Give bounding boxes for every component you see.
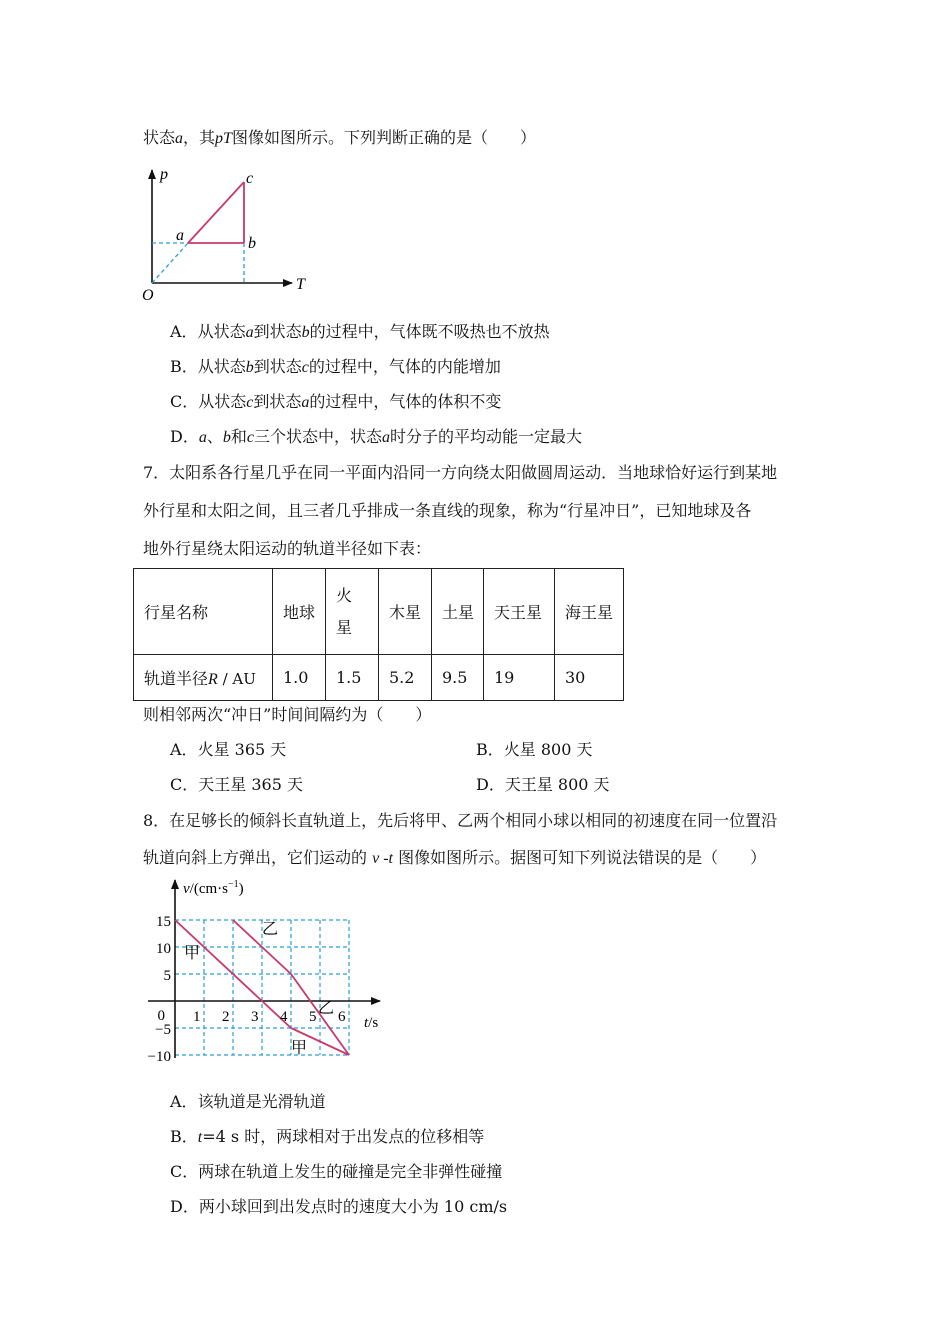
q8-option-d[interactable]: D．两小球回到出发点时的速度大小为 10 cm/s bbox=[170, 1197, 508, 1216]
q8-xtick-label: 6 bbox=[338, 1009, 346, 1025]
q8-label-yi-bottom: 乙 bbox=[318, 1000, 335, 1017]
q8-xlabel: t/s bbox=[364, 1015, 379, 1031]
q7-stem-line2: 外行星和太阳之间，且三者几乎排成一条直线的现象，称为“行星冲日”，已知地球及各 bbox=[143, 501, 752, 520]
q8-ytick-label: 5 bbox=[163, 968, 171, 984]
q7-header-orbit-radius: 轨道半径R / AU bbox=[134, 655, 273, 701]
q8-xtick-label: 3 bbox=[251, 1009, 259, 1025]
q7-radius-earth: 1.0 bbox=[273, 655, 326, 701]
q7-planet-uranus: 天王星 bbox=[484, 569, 555, 655]
q7-planet-earth: 地球 bbox=[273, 569, 326, 655]
q7-planet-saturn: 土星 bbox=[432, 569, 484, 655]
q8-vt-graph bbox=[138, 876, 398, 1076]
q8-option-c[interactable]: C．两球在轨道上发生的碰撞是完全非弹性碰撞 bbox=[170, 1162, 503, 1181]
q7-table-row-names bbox=[134, 569, 624, 655]
q6-label-p: p bbox=[160, 166, 168, 183]
q7-option-a[interactable]: A．火星 365 天 bbox=[170, 740, 287, 759]
q7-option-d[interactable]: D．天王星 800 天 bbox=[476, 775, 610, 794]
q6-option-c[interactable]: C．从状态c到状态a的过程中，气体的体积不变 bbox=[170, 392, 502, 411]
q7-planet-table bbox=[133, 568, 624, 701]
q7-planet-neptune: 海王星 bbox=[555, 569, 624, 655]
q8-option-a[interactable]: A．该轨道是光滑轨道 bbox=[170, 1092, 326, 1111]
q8-ytick-label: 10 bbox=[156, 941, 171, 957]
q8-label-yi-top: 乙 bbox=[262, 921, 279, 938]
q8-ylabel: $v/(cm\cdot s^{-1})$ bbox=[183, 879, 244, 897]
q8-stem-line2: 轨道向斜上方弹出，它们运动的 v -t 图像如图所示。据图可知下列说法错误的是（ ） bbox=[143, 848, 767, 867]
q6-option-b[interactable]: B．从状态b到状态c的过程中，气体的内能增加 bbox=[170, 357, 501, 376]
q8-xtick-label: 1 bbox=[193, 1009, 201, 1025]
q7-stem-line3: 地外行星绕太阳运动的轨道半径如下表： bbox=[143, 539, 432, 558]
q8-ytick-label: −5 bbox=[155, 1022, 171, 1038]
q7-radius-neptune: 30 bbox=[555, 655, 624, 701]
q6-dash-origin-a bbox=[152, 243, 188, 283]
q7-table-row-radii bbox=[134, 655, 624, 701]
q7-option-c[interactable]: C．天王星 365 天 bbox=[170, 775, 303, 794]
q8-xtick-label: 2 bbox=[222, 1009, 230, 1025]
q7-radius-saturn: 9.5 bbox=[432, 655, 484, 701]
q7-radius-uranus: 19 bbox=[484, 655, 555, 701]
q8-ytick-label: 0 bbox=[157, 1008, 165, 1024]
q7-planet-jupiter: 木星 bbox=[379, 569, 432, 655]
q7-header-planet-name: 行星名称 bbox=[134, 569, 273, 655]
q6-stem: 状态a，其pT图像如图所示。下列判断正确的是（ ） bbox=[143, 128, 536, 147]
q7-option-b[interactable]: B．火星 800 天 bbox=[476, 740, 593, 759]
q6-label-a: a bbox=[176, 227, 184, 244]
q8-label-jia-bottom: 甲 bbox=[291, 1040, 308, 1057]
q6-segment-ca bbox=[188, 182, 244, 243]
q7-radius-mars: 1.5 bbox=[326, 655, 379, 701]
q7-stem-line1: 7．太阳系各行星几乎在同一平面内沿同一方向绕太阳做圆周运动．当地球恰好运行到某地 bbox=[143, 463, 778, 482]
q6-label-O: O bbox=[142, 287, 154, 304]
q6-option-a[interactable]: A．从状态a到状态b的过程中，气体既不吸热也不放热 bbox=[170, 322, 550, 341]
q8-stem-line1: 8．在足够长的倾斜长直轨道上，先后将甲、乙两个相同小球以相同的初速度在同一位置沿 bbox=[143, 811, 778, 830]
q8-grid bbox=[175, 920, 349, 1055]
q6-label-T: T bbox=[296, 276, 305, 293]
q6-label-b: b bbox=[248, 235, 256, 252]
q8-yticks bbox=[148, 914, 171, 1065]
q8-xtick-label: 5 bbox=[309, 1009, 317, 1025]
q8-label-jia-top: 甲 bbox=[184, 945, 201, 962]
q8-xtick-label: 4 bbox=[280, 1009, 288, 1025]
q8-option-b[interactable]: B．t=4 s 时，两球相对于出发点的位移相等 bbox=[170, 1127, 485, 1146]
q7-planet-mars: 火 星 bbox=[326, 569, 379, 655]
q7-after-table: 则相邻两次“冲日”时间间隔约为（ ） bbox=[143, 705, 432, 724]
q6-label-c: c bbox=[246, 170, 254, 187]
q8-ytick-label: 15 bbox=[156, 914, 171, 930]
q6-pT-graph bbox=[138, 162, 318, 304]
q6-option-d[interactable]: D．a、b和c三个状态中，状态a时分子的平均动能一定最大 bbox=[170, 427, 583, 446]
q8-ytick-label: −10 bbox=[147, 1049, 171, 1065]
q7-radius-jupiter: 5.2 bbox=[379, 655, 432, 701]
